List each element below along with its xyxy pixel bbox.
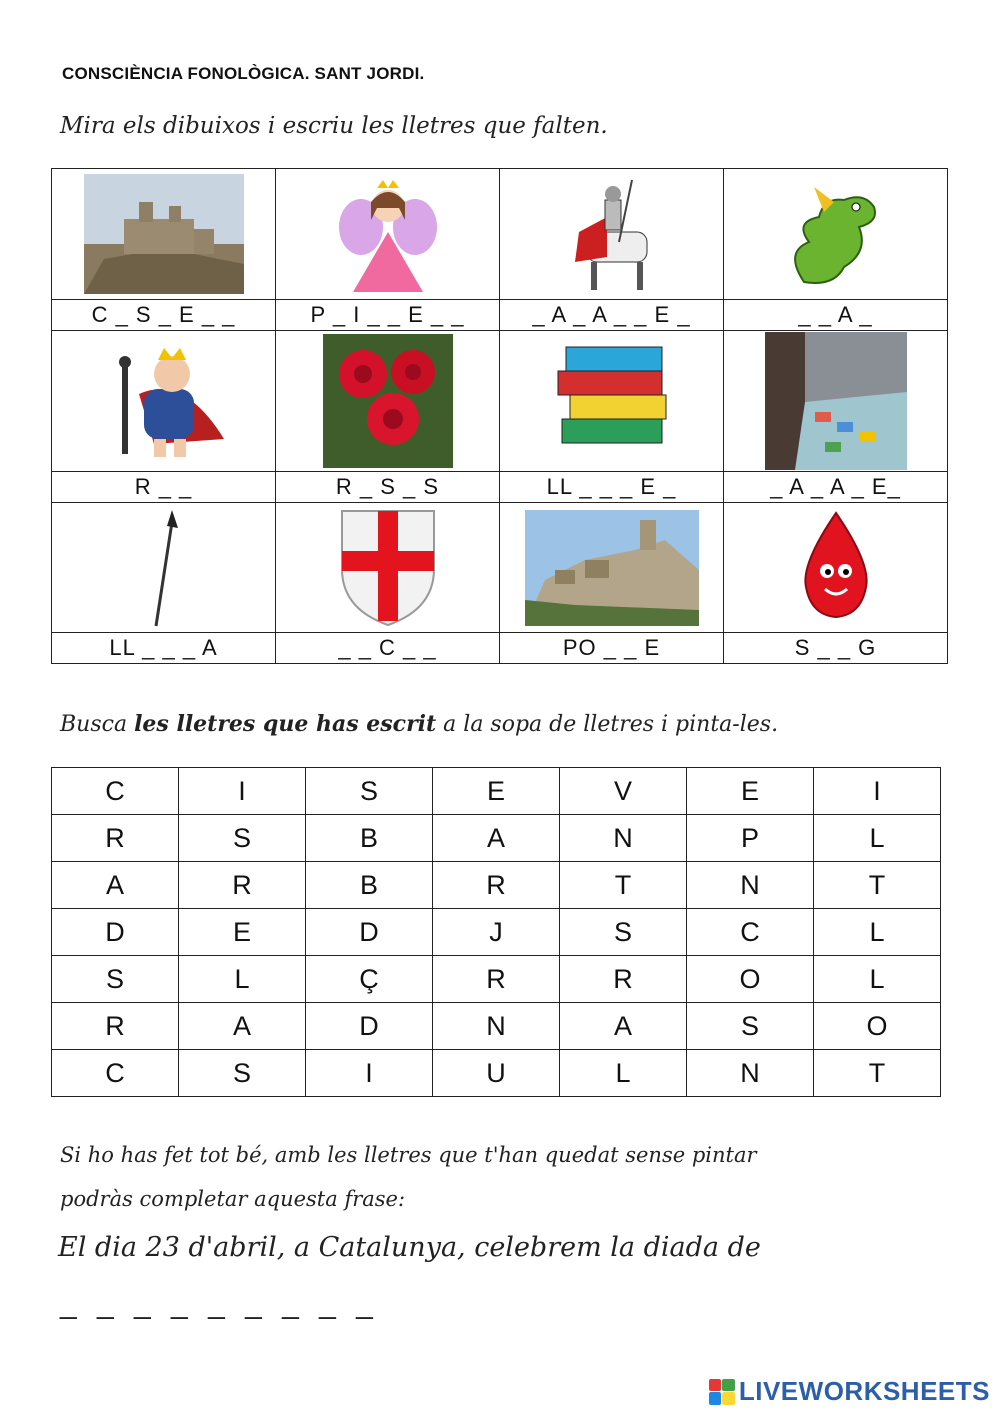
word-search-cell[interactable]: L: [179, 956, 306, 1003]
picture-cell-spear: [52, 503, 276, 633]
word-search-cell[interactable]: S: [560, 909, 687, 956]
word-search-row: [52, 815, 941, 862]
word-search-row: [52, 768, 941, 815]
word-search-cell[interactable]: L: [814, 956, 941, 1003]
picture-cell-king: [52, 331, 276, 472]
liveworksheets-logo: [709, 1376, 990, 1407]
missing-letters-princess: P _ I _ _ E _ _: [276, 300, 500, 331]
word-search-cell[interactable]: D: [52, 909, 179, 956]
princess-icon: [333, 172, 443, 296]
word-search-cell[interactable]: R: [179, 862, 306, 909]
shield-cross-icon: [338, 509, 438, 627]
word-search-cell[interactable]: S: [179, 815, 306, 862]
instruction-2-end: a la sopa de lletres i pinta-les.: [436, 712, 779, 737]
dragon-icon: [774, 172, 898, 296]
word-search-cell[interactable]: B: [306, 862, 433, 909]
word-search-cell[interactable]: D: [306, 1003, 433, 1050]
word-search-cell[interactable]: T: [814, 862, 941, 909]
word-search-cell[interactable]: N: [687, 1050, 814, 1097]
picture-cell-knight: [500, 169, 724, 300]
word-search-cell[interactable]: Ç: [306, 956, 433, 1003]
village-cliff-photo-icon: [525, 510, 699, 626]
word-search-cell[interactable]: R: [433, 956, 560, 1003]
word-search-row: [52, 1003, 941, 1050]
logo-square-blue: [709, 1392, 722, 1405]
instruction-2-start: Busca: [60, 712, 135, 737]
picture-grid: [51, 168, 948, 664]
word-search-row: [52, 956, 941, 1003]
word-search-grid: [51, 767, 941, 1097]
logo-square-yellow: [722, 1392, 735, 1405]
knight-on-horse-icon: [557, 172, 667, 296]
picture-cell-princess: [276, 169, 500, 300]
word-search-cell[interactable]: S: [687, 1003, 814, 1050]
liveworksheets-logo-text: LIVEWORKSHEETS: [738, 1376, 990, 1406]
word-search-cell[interactable]: P: [687, 815, 814, 862]
missing-letters-village: PO _ _ E: [500, 633, 724, 664]
word-search-cell[interactable]: A: [52, 862, 179, 909]
word-search-cell[interactable]: D: [306, 909, 433, 956]
word-search-cell[interactable]: R: [433, 862, 560, 909]
word-search-cell[interactable]: E: [687, 768, 814, 815]
word-search-cell[interactable]: O: [687, 956, 814, 1003]
book-stall-photo-icon: [765, 332, 907, 470]
picture-cell-village: [500, 503, 724, 633]
missing-letters-spear: LL _ _ _ A: [52, 633, 276, 664]
instruction-3: [60, 1133, 757, 1221]
books-icon: [542, 339, 682, 463]
word-search-cell[interactable]: C: [52, 1050, 179, 1097]
missing-letters-roses: R _ S _ S: [276, 472, 500, 503]
word-search-row: [52, 862, 941, 909]
picture-cell-roses: [276, 331, 500, 472]
word-search-cell[interactable]: S: [306, 768, 433, 815]
word-search-cell[interactable]: L: [814, 815, 941, 862]
word-search-cell[interactable]: N: [687, 862, 814, 909]
word-search-cell[interactable]: R: [52, 815, 179, 862]
picture-cell-castle: [52, 169, 276, 300]
word-search-cell[interactable]: I: [179, 768, 306, 815]
blood-drop-icon: [781, 509, 891, 627]
roses-photo-icon: [323, 334, 453, 468]
word-search-cell[interactable]: T: [560, 862, 687, 909]
word-search-cell[interactable]: N: [560, 815, 687, 862]
word-search-cell[interactable]: U: [433, 1050, 560, 1097]
picture-cell-dragon: [724, 169, 948, 300]
instruction-2: [60, 711, 778, 737]
picture-cell-book-stall: [724, 331, 948, 472]
instruction-3-line-1: Si ho has fet tot bé, amb les lletres que t'han quedat sense pintar: [60, 1143, 757, 1167]
word-search-cell[interactable]: R: [52, 1003, 179, 1050]
completion-sentence: El dia 23 d'abril, a Catalunya, celebrem la diada de: [58, 1232, 761, 1263]
word-search-cell[interactable]: L: [814, 909, 941, 956]
instruction-1: Mira els dibuixos i escriu les lletres que falten.: [60, 113, 608, 139]
missing-letters-knight: _ A _ A _ _ E _: [500, 300, 724, 331]
page-title: CONSCIÈNCIA FONOLÒGICA. SANT JORDI.: [62, 64, 425, 83]
king-icon: [94, 334, 234, 468]
word-search-cell[interactable]: S: [52, 956, 179, 1003]
word-search-cell[interactable]: T: [814, 1050, 941, 1097]
spear-icon: [134, 508, 194, 628]
word-search-cell[interactable]: I: [814, 768, 941, 815]
word-search-cell[interactable]: A: [179, 1003, 306, 1050]
word-search-cell[interactable]: L: [560, 1050, 687, 1097]
word-search-cell[interactable]: C: [52, 768, 179, 815]
castle-photo-icon: [84, 174, 244, 294]
instruction-2-emphasis: les lletres que has escrit: [134, 711, 437, 737]
liveworksheets-mark-icon: [709, 1379, 735, 1405]
logo-square-green: [722, 1379, 735, 1392]
word-search-row: [52, 1050, 941, 1097]
picture-cell-shield: [276, 503, 500, 633]
word-search-cell[interactable]: I: [306, 1050, 433, 1097]
word-search-cell[interactable]: R: [560, 956, 687, 1003]
word-search-cell[interactable]: E: [433, 768, 560, 815]
logo-square-red: [709, 1379, 722, 1392]
word-search-cell[interactable]: J: [433, 909, 560, 956]
word-search-cell[interactable]: A: [433, 815, 560, 862]
missing-letters-king: R _ _: [52, 472, 276, 503]
missing-letters-blood-drop: S _ _ G: [724, 633, 948, 664]
word-search-cell[interactable]: A: [560, 1003, 687, 1050]
picture-cell-books: [500, 331, 724, 472]
missing-letters-books: LL _ _ _ E _: [500, 472, 724, 503]
word-search-cell[interactable]: B: [306, 815, 433, 862]
word-search-cell[interactable]: C: [687, 909, 814, 956]
word-search-row: [52, 909, 941, 956]
word-search-cell[interactable]: V: [560, 768, 687, 815]
missing-letters-castle: C _ S _ E _ _: [52, 300, 276, 331]
word-search-cell[interactable]: O: [814, 1003, 941, 1050]
word-search-cell[interactable]: N: [433, 1003, 560, 1050]
answer-blanks[interactable]: _ _ _ _ _ _ _ _ _: [60, 1287, 379, 1320]
missing-letters-book-stall: _ A _ A _ E_: [724, 472, 948, 503]
missing-letters-shield: _ _ C _ _: [276, 633, 500, 664]
word-search-cell[interactable]: E: [179, 909, 306, 956]
word-search-cell[interactable]: S: [179, 1050, 306, 1097]
picture-cell-blood-drop: [724, 503, 948, 633]
instruction-3-line-2: podràs completar aquesta frase:: [60, 1187, 406, 1211]
missing-letters-dragon: _ _ A _: [724, 300, 948, 331]
